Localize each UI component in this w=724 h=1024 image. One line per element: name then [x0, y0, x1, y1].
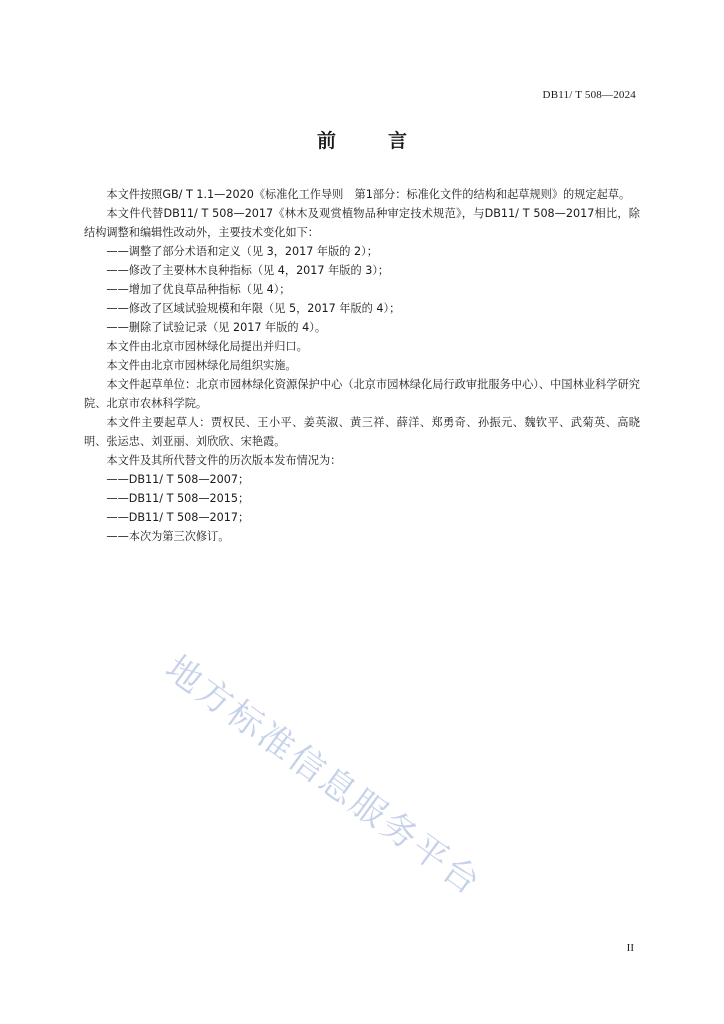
change-item: ——调整了部分术语和定义（见 3，2017 年版的 2）； [106, 245, 378, 258]
title-char-1: 前 [316, 130, 336, 152]
change-item: ——删除了试验记录（见 2017 年版的 4）。 [106, 321, 327, 334]
change-item: ——修改了主要林木良种指标（见 4，2017 年版的 3）； [106, 264, 390, 277]
page-number: II [626, 942, 634, 954]
history-item: ——DB11/ T 508—2017； [106, 511, 250, 524]
paragraph-proposer: 本文件由北京市园林绿化局提出并归口。 [106, 340, 308, 353]
change-item: ——修改了区域试验规模和年限（见 5，2017 年版的 4）； [106, 302, 401, 315]
paragraph-history-intro: 本文件及其所代替文件的历次版本发布情况为： [106, 454, 342, 467]
change-item: ——增加了优良草品种指标（见 4）； [106, 283, 291, 296]
history-item: ——DB11/ T 508—2007； [106, 473, 250, 486]
paragraph-drafting-rules: 本文件按照GB/ T 1.1—2020《标准化工作导则 第1部分：标准化文件的结构和起草规则》的规定起草。 [106, 188, 631, 201]
title-char-2: 言 [388, 130, 408, 152]
foreword-body [84, 185, 640, 546]
paragraph-implementer: 本文件由北京市园林绿化局组织实施。 [106, 359, 297, 372]
paragraph-replacement: 本文件代替DB11/ T 508—2017《林木及观赏植物品种审定技术规范》，与DB11/ T 508—2017相比，除结构调整和编辑性改动外，主要技术变化如下： [84, 207, 640, 239]
watermark: 地方标准信息服务平台 [157, 648, 489, 905]
history-item: ——本次为第三次修订。 [106, 530, 230, 543]
paragraph-drafting-units: 本文件起草单位：北京市园林绿化资源保护中心（北京市园林绿化局行政审批服务中心）、中国林业科学研究院、北京市农林科学院。 [84, 378, 640, 410]
history-item: ——DB11/ T 508—2015； [106, 492, 250, 505]
page-title [0, 126, 724, 153]
document-code: DB11/ T 508—2024 [542, 89, 636, 101]
paragraph-drafters: 本文件主要起草人：贾权民、王小平、姜英淑、黄三祥、薛洋、郑勇奇、孙振元、魏钦平、武菊英、高晓明、张运忠、刘亚丽、刘欣欣、宋艳霞。 [84, 416, 640, 448]
